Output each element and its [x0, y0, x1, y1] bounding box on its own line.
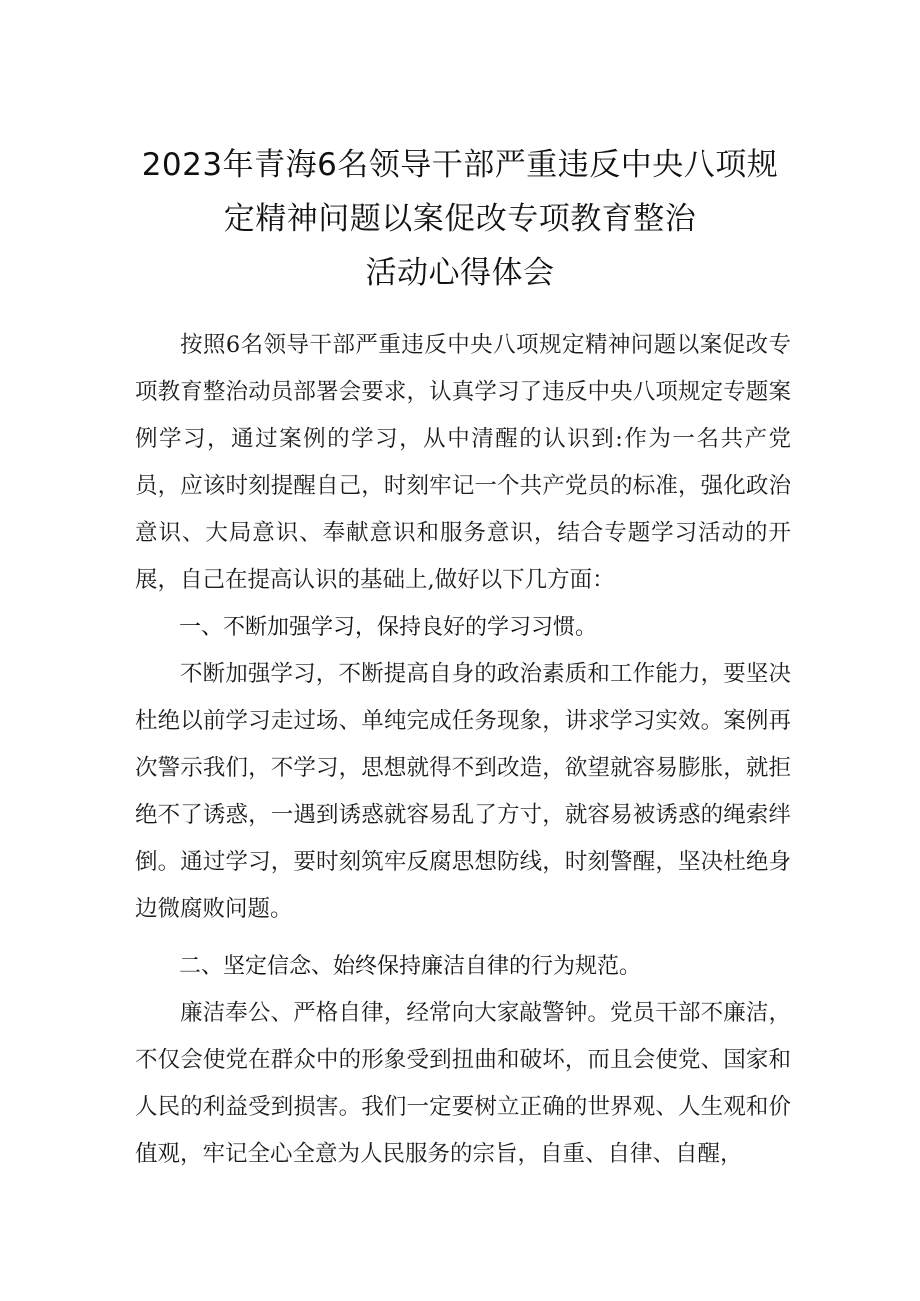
title-line-3: 活动心得体会 — [365, 255, 555, 291]
title-line-1: 2023年青海6名领导干部严重违反中央八项规 — [141, 147, 779, 183]
section-1-heading: 一、不断加强学习，保持良好的学习习惯。 — [179, 615, 598, 640]
document-title — [100, 138, 820, 300]
section-2-heading: 二、坚定信念、始终保持廉洁自律的行为规范。 — [179, 954, 642, 979]
section-spacer — [135, 933, 791, 943]
title-line-2: 定精神问题以案促改专项教育整治 — [223, 201, 697, 237]
section-1-paragraph: 不断加强学习，不断提高自身的政治素质和工作能力，要坚决杜绝以前学习走过场、单纯完成任务现象，讲求学习实效。案例再次警示我们，不学习，思想就得不到改造，欲望就容易膨胀，就拒绝不了诱惑，一遇到诱惑就容易乱了方寸，就容易被诱惑的绳索绊倒。通过学习，要时刻筑牢反腐思想防线，时刻警醒，坚决杜绝身边微腐败问题。 — [135, 661, 791, 922]
intro-paragraph: 按照6名领导干部严重违反中央八项规定精神问题以案促改专项教育整治动员部署会要求，认真学习了违反中央八项规定专题案例学习，通过案例的学习，从中清醒的认识到:作为一名共产党员，应该时刻提醒自己，时刻牢记一个共产党员的标准，强化政治意识、大局意识、奉献意识和服务意识，结合专题学习活动的开展，自己在提高认识的基础上,做好以下几方面： — [135, 332, 791, 593]
section-2-paragraph: 廉洁奉公、严格自律，经常向大家敲警钟。党员干部不廉洁，不仅会使党在群众中的形象受到扭曲和破坏，而且会使党、国家和人民的利益受到损害。我们一定要树立正确的世界观、人生观和价值观，牢记全心全意为人民服务的宗旨，自重、自律、自醒， — [135, 1000, 791, 1167]
document-body — [135, 322, 791, 1178]
